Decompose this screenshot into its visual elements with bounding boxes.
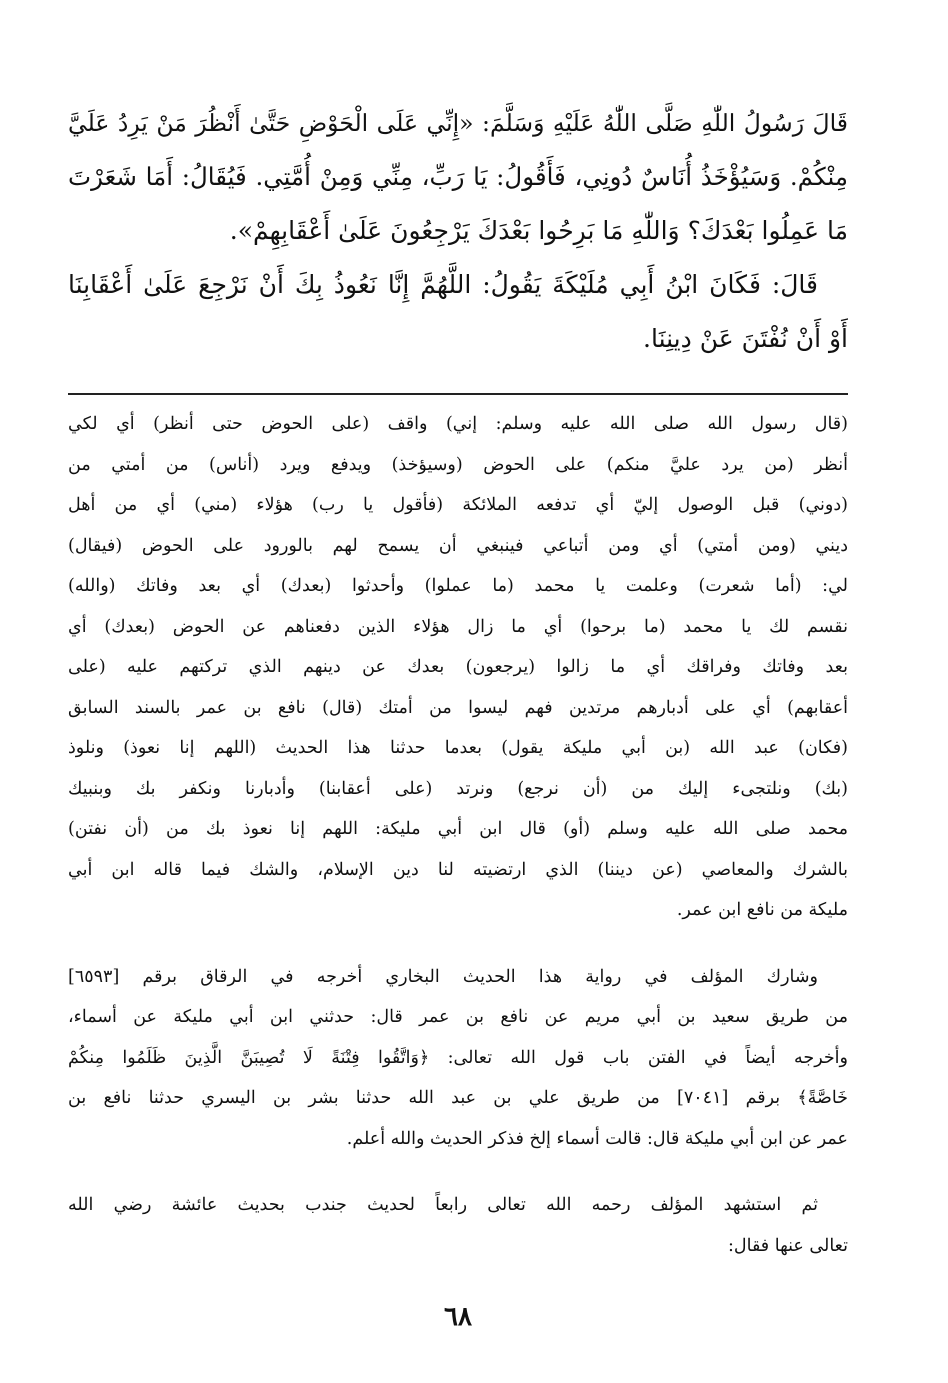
commentary-line: ثم استشهد المؤلف رحمه الله تعالى رابعاً لحديث جندب بحديث عائشة رضي الله (68, 1195, 818, 1215)
commentary-line: عمر عن ابن أبي مليكة قال: قالت أسماء إلخ فذكر الحديث والله أعلم. (346, 1128, 848, 1149)
hadith-line: قَالَ: فَكَانَ ابْنُ أَبِي مُلَيْكَةَ يَقُولُ: اللَّهُمَّ إِنَّا نَعُوذُ بِكَ أَنْ نَرْجِعَ عَلَىٰ أَعْقَابِنَا (68, 270, 818, 299)
hadith-line: مِنْكُمْ. وَسَيُؤْخَذُ أُنَاسٌ دُونِي، فَأَقُولُ: يَا رَبِّ، مِنِّي وَمِنْ أُمَّتِي. فَيُقَالُ: أَمَا شَعَرْتَ (68, 162, 848, 191)
commentary-line: تعالى عنها فقال: (728, 1235, 848, 1256)
footnote-divider (68, 393, 848, 395)
commentary-line: محمد صلى الله عليه وسلم (أو) قال ابن أبي مليكة: اللهم إنا نعوذ بك من (أن نفتن) (68, 819, 848, 839)
commentary-line: وأخرجه أيضاً في الفتن باب قول الله تعالى: ﴿وَاتَّقُوا فِتْنَةً لَا تُصِيبَنَّ الَّذِينَ ظَلَمُوا مِنكُمْ (68, 1047, 848, 1068)
commentary-line: (دوني) قبل الوصول إليّ أي تدفعه الملائكة (فأقول يا رب) هؤلاء (مني) أي من أهل (68, 495, 848, 515)
commentary-line: (بك) ونلتجىء إليك من (أن نرجع) ونرتد (على أعقابنا) وأدبارنا ونكفر بك وبنبيك (68, 778, 848, 799)
page-number: ٦٨ (444, 1302, 472, 1332)
commentary-line: أعقابهم) أي على أدبارهم مرتدين فهم ليسوا من أمتك (قال) نافع بن عمر بالسند السابق (68, 697, 848, 718)
commentary-line: خَاصَّةً﴾ برقم [٧٠٤١] من طريق علي بن عبد الله حدثنا بشر بن اليسري حدثنا نافع بن (68, 1088, 848, 1108)
hadith-text (68, 96, 848, 366)
document-page (68, 0, 848, 1383)
commentary-line: أنظر (من يرد عليَّ منكم) على الحوض (وسيؤخذ) ويدفع ويرد (أناس) من أمتي من (68, 454, 848, 475)
paragraph-gap (68, 931, 848, 957)
commentary-line: مليكة من نافع ابن عمر. (676, 900, 848, 920)
commentary-text (68, 404, 848, 1266)
hadith-line: قَالَ رَسُولُ اللّٰهِ صَلَّى اللّٰهُ عَلَيْهِ وَسَلَّمَ: «إِنِّي عَلَى الْحَوْضِ حَتَّىٰ أَنْظُرَ مَنْ يَرِدُ عَلَيَّ (68, 109, 848, 137)
commentary-line: (قال رسول الله صلى الله عليه وسلم: إني) واقف (على الحوض حتى أنظر) أي لكي (68, 414, 848, 434)
commentary-line: (فكان) عبد الله (بن أبي مليكة يقول) بعدما حدثنا هذا الحديث (اللهم إنا نعوذ) ونلوذ (68, 738, 848, 758)
commentary-line: وشارك المؤلف في رواية هذا الحديث البخاري أخرجه في الرقاق برقم [٦٥٩٣] (68, 966, 818, 987)
paragraph-gap (68, 1159, 848, 1185)
commentary-line: بالشرك والمعاصي (عن ديننا) الذي ارتضيته لنا دين الإسلام، والشك فيما قاله ابن أبي (68, 859, 848, 880)
commentary-line: نقسم لك يا محمد (ما برحوا) أي ما زال هؤلاء الذين دفعناهم عن الحوض (بعدك) أي (68, 616, 848, 637)
commentary-line: بعد وفاتك وفراقك أي ما زالوا (يرجعون) بعدك عن دينهم الذي تركتهم عليه (على (68, 657, 848, 677)
commentary-line: لي: (أما شعرت) وعلمت يا محمد (ما عملوا) وأحدثوا (بعدك) أي بعد وفاتك (والله) (68, 576, 848, 596)
hadith-line: مَا عَمِلُوا بَعْدَكَ؟ وَاللّٰهِ مَا بَرِحُوا بَعْدَكَ يَرْجِعُونَ عَلَىٰ أَعْقَابِهِمْ». (229, 216, 848, 245)
commentary-line: ديني (ومن أمتي) أي ومن أتباعي فينبغي أن يسمح لهم بالورود على الحوض (فيقال) (68, 535, 848, 556)
hadith-line: أَوْ أَنْ نُفْتَنَ عَنْ دِينِنَا. (643, 324, 848, 353)
commentary-line: من طريق سعيد بن أبي مريم عن نافع بن عمر قال: حدثني ابن أبي مليكة عن أسماء، (68, 1007, 848, 1027)
